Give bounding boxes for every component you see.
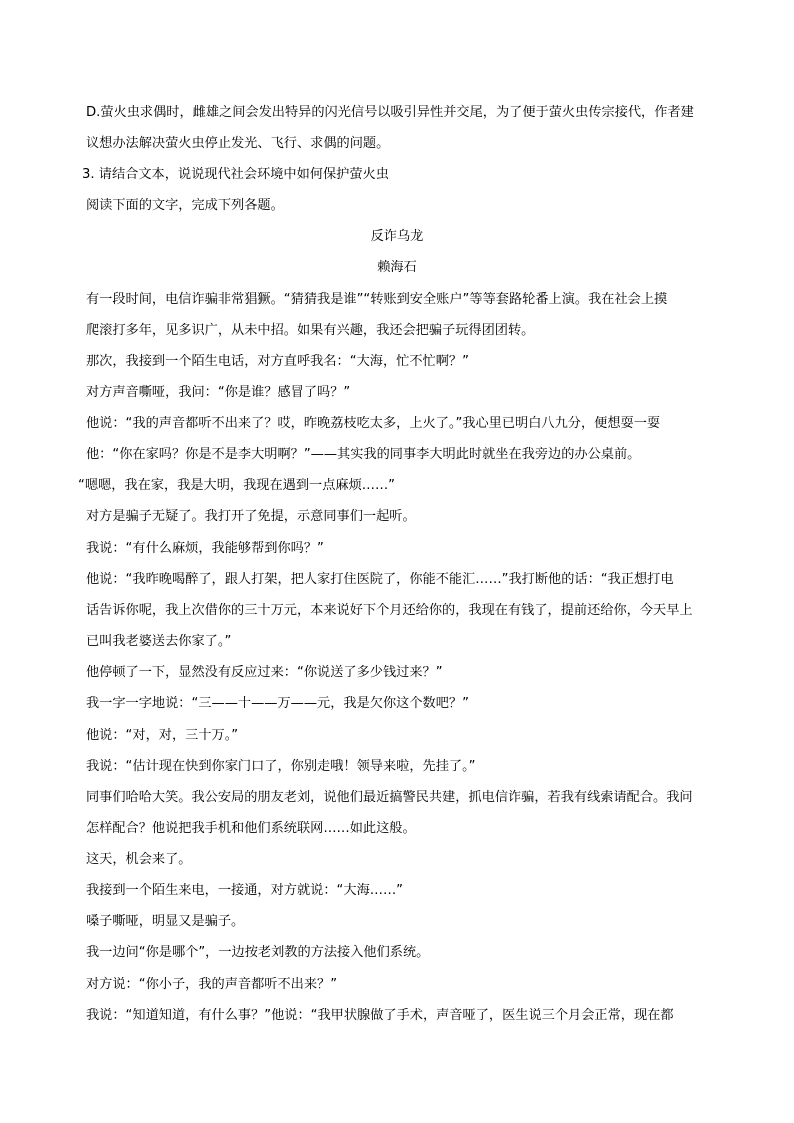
story-line: 我说：“估计现在快到你家门口了，你别走哦！领导来啦，先挂了。” (86, 759, 476, 774)
story-author: 赖海石 (377, 260, 417, 275)
story-line: 嗓子嘶哑，明显又是骗子。 (86, 914, 245, 929)
story-line: 对方声音嘶哑，我问：“你是谁？感冒了吗？” (86, 385, 351, 400)
story-line: 对方是骗子无疑了。我打开了免提，示意同事们一起听。 (86, 509, 416, 524)
story-line: 我一字一字地说：“三——十——万——元，我是欠你这个数吧？” (86, 696, 469, 711)
question-3: 3. 请结合文本，说说现代社会环境中如何保护萤火虫 (82, 167, 389, 182)
story-line: 他说：“我昨晚喝醉了，跟人打架，把人家打住医院了，你能不能汇……”我打断他的话：“我正想打电 (86, 572, 674, 587)
story-line: 我说：“有什么麻烦，我能够帮到你吗？” (86, 541, 324, 556)
story-line: 这天，机会来了。 (86, 852, 192, 867)
story-line: 他停顿了一下，显然没有反应过来：“你说送了多少钱过来？” (86, 665, 443, 680)
story-line: 有一段时间，电信诈骗非常猖獗。“猜猜我是谁”“转账到安全账户”等等套路轮番上演。我在社会上摸 (86, 292, 668, 307)
story-line: 同事们哈哈大笑。我公安局的朋友老刘，说他们最近搞警民共建，抓电信诈骗，若我有线索请配合。我问 (86, 790, 693, 805)
story-line: 那次，我接到一个陌生电话，对方直呼我名：“大海，忙不忙啊？” (86, 354, 469, 369)
reading-instruction: 阅读下面的文字，完成下列各题。 (86, 198, 284, 213)
story-line: 他说：“对，对，三十万。” (86, 728, 239, 743)
story-line: 怎样配合？他说把我手机和他们系统联网……如此这般。 (86, 821, 416, 836)
story-line: 对方说：“你小子，我的声音都听不出来？” (86, 977, 338, 992)
option-d-line-2: 议想办法解决萤火虫停止发光、飞行、求偶的问题。 (86, 136, 390, 151)
story-title: 反诈乌龙 (370, 229, 424, 244)
story-line: 爬滚打多年，见多识广，从未中招。如果有兴趣，我还会把骗子玩得团团转。 (86, 323, 535, 338)
story-line: 我一边问“你是哪个”，一边按老刘教的方法接入他们系统。 (86, 945, 430, 960)
story-line: 我接到一个陌生来电，一接通，对方就说：“大海……” (86, 883, 403, 898)
story-line: 他：“你在家吗？你是不是李大明啊？”——其实我的同事李大明此时就坐在我旁边的办公桌前。 (86, 447, 641, 462)
story-line: 已叫我老婆送去你家了。” (86, 634, 232, 649)
option-d-line-1: D.萤火虫求偶时，雌雄之间会发出特异的闪光信号以吸引异性并交尾，为了便于萤火虫传宗接代，作者建 (86, 105, 694, 120)
story-line: 他说：“我的声音都听不出来了？哎，昨晚荔枝吃太多，上火了。”我心里已明白八九分，便想耍一耍 (86, 416, 661, 431)
story-line: 我说：“知道知道，有什么事？”他说：“我甲状腺做了手术，声音哑了，医生说三个月会正常，现在都 (86, 1008, 674, 1023)
story-line: “嗯嗯，我在家，我是大明，我现在遇到一点麻烦……” (78, 478, 395, 493)
story-line: 话告诉你呢，我上次借你的三十万元，本来说好下个月还给你的，我现在有钱了，提前还给你，今天早上 (86, 603, 693, 618)
